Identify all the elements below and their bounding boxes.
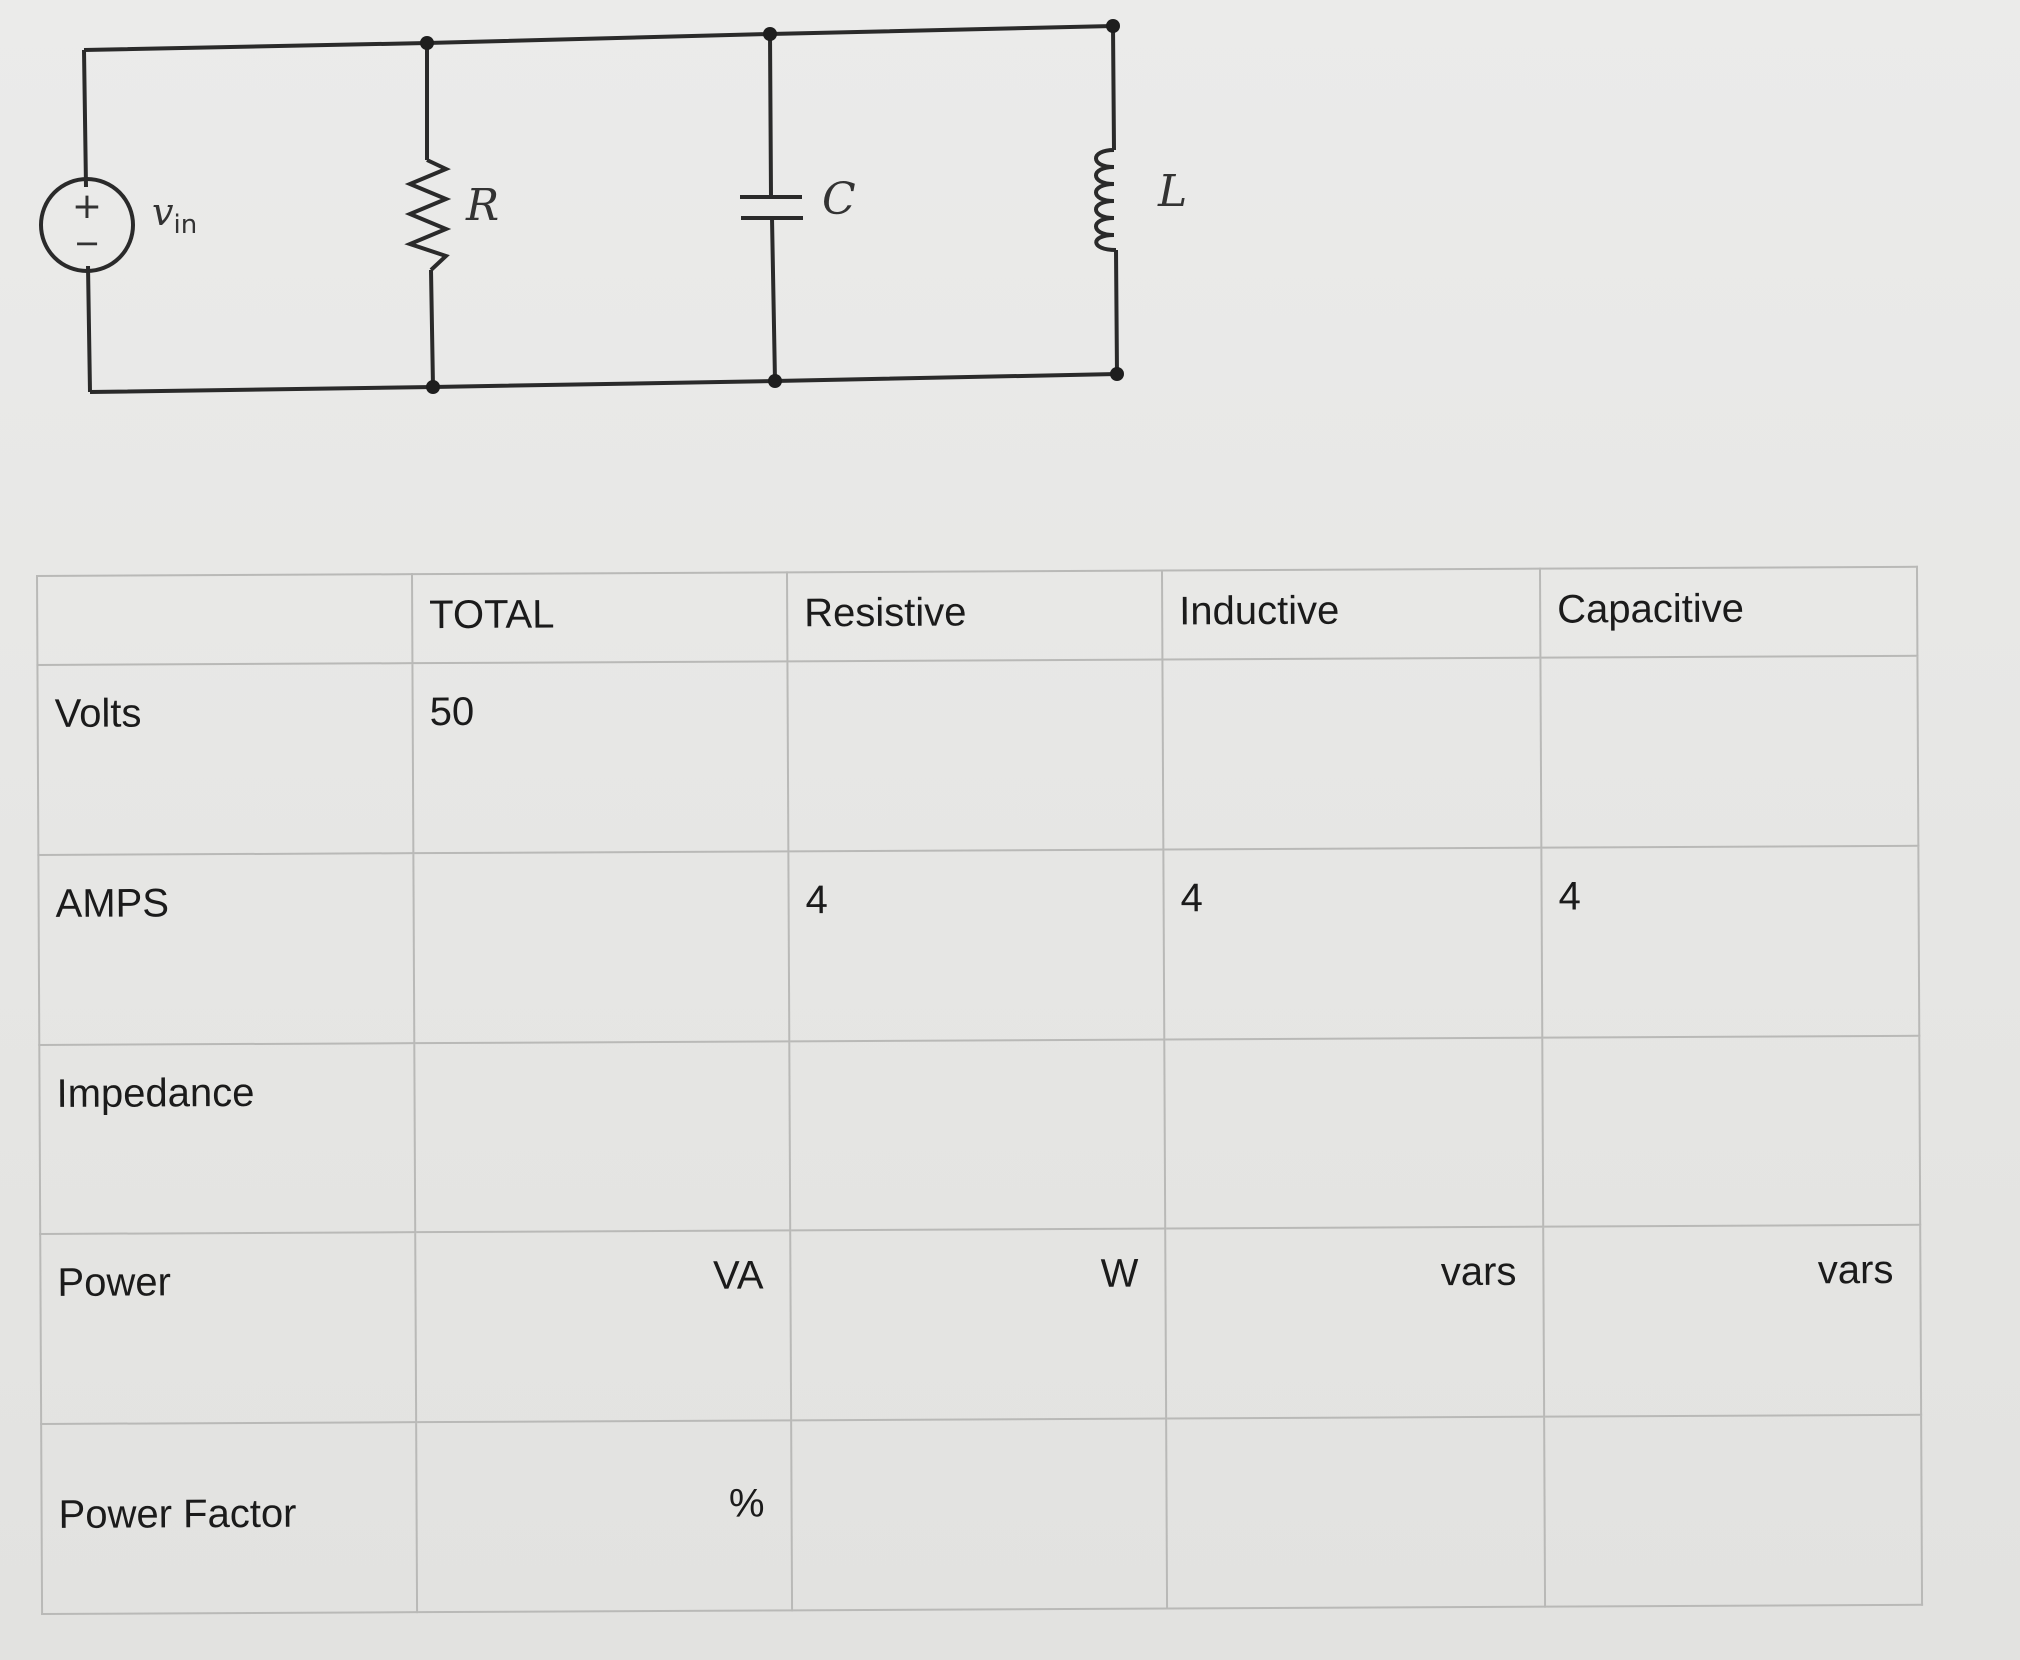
volts-inductive-cell[interactable] bbox=[1162, 658, 1541, 850]
header-resistive: Resistive bbox=[804, 590, 967, 636]
row-label-cell bbox=[40, 1233, 416, 1425]
impedance-inductive-cell[interactable] bbox=[1164, 1037, 1543, 1229]
amps-inductive-value: 4 bbox=[1180, 876, 1203, 921]
header-cell-resistive bbox=[787, 570, 1162, 661]
header-inductive: Inductive bbox=[1179, 588, 1340, 634]
inductor-label: L bbox=[1158, 166, 1188, 217]
row-label-power-factor: Power Factor bbox=[58, 1491, 297, 1538]
amps-capacitive-cell[interactable] bbox=[1541, 846, 1919, 1038]
row-label-cell bbox=[39, 1043, 415, 1235]
source-minus-sign: − bbox=[73, 224, 101, 262]
source-label: $v_{in}$ bbox=[152, 190, 198, 240]
power-factor-inductive-cell[interactable] bbox=[1166, 1417, 1545, 1609]
row-label-cell bbox=[37, 663, 413, 855]
table-row-power bbox=[40, 1225, 1921, 1424]
power-total-unit: VA bbox=[712, 1253, 764, 1299]
node-top-capacitor bbox=[763, 27, 777, 41]
volts-total-cell[interactable] bbox=[412, 662, 788, 854]
source-subscript: in bbox=[173, 210, 198, 240]
impedance-total-cell[interactable] bbox=[414, 1041, 790, 1233]
capacitor-branch-wire bbox=[770, 34, 775, 381]
header-cell-inductive bbox=[1162, 569, 1540, 660]
header-cell-total bbox=[412, 572, 787, 663]
power-resistive-unit: W bbox=[1100, 1252, 1139, 1297]
power-resistive-cell[interactable] bbox=[790, 1229, 1166, 1421]
node-bottom-capacitor bbox=[768, 374, 782, 388]
amps-resistive-value: 4 bbox=[805, 878, 828, 923]
amps-resistive-cell[interactable] bbox=[788, 849, 1164, 1041]
header-capacitive: Capacitive bbox=[1557, 586, 1745, 632]
node-bottom-resistor bbox=[426, 380, 440, 394]
volts-capacitive-cell[interactable] bbox=[1540, 656, 1918, 848]
table-row-amps bbox=[38, 846, 1919, 1045]
circuit-diagram bbox=[0, 0, 1400, 460]
resistor-icon bbox=[410, 160, 446, 270]
power-inductive-cell[interactable] bbox=[1165, 1227, 1544, 1419]
power-capacitive-unit: vars bbox=[1817, 1248, 1894, 1293]
power-factor-total-cell[interactable] bbox=[416, 1420, 792, 1612]
amps-total-cell[interactable] bbox=[413, 851, 789, 1043]
capacitor-label: C bbox=[822, 174, 856, 225]
table-row-volts bbox=[37, 656, 1918, 855]
row-label-power: Power bbox=[57, 1260, 171, 1306]
volts-total-value: 50 bbox=[429, 690, 475, 735]
node-top-inductor bbox=[1106, 19, 1120, 33]
row-label-cell bbox=[38, 853, 414, 1045]
power-factor-total-unit: % bbox=[728, 1481, 765, 1526]
source-plus-sign: + bbox=[71, 186, 103, 227]
capacitor-icon bbox=[740, 197, 803, 218]
resistor-label: R bbox=[466, 180, 500, 231]
table-row-impedance bbox=[39, 1035, 1920, 1234]
header-cell-capacitive bbox=[1540, 567, 1917, 658]
top-wire bbox=[84, 26, 1113, 50]
power-total-cell[interactable] bbox=[415, 1231, 791, 1423]
row-label-cell bbox=[41, 1422, 417, 1614]
power-inductive-unit: vars bbox=[1440, 1250, 1517, 1295]
power-factor-capacitive-cell[interactable] bbox=[1544, 1415, 1922, 1607]
row-label-amps: AMPS bbox=[55, 881, 170, 926]
bottom-wire bbox=[90, 374, 1117, 392]
volts-resistive-cell[interactable] bbox=[787, 660, 1163, 852]
header-total: TOTAL bbox=[429, 592, 555, 638]
table-header-row bbox=[37, 567, 1917, 665]
row-label-volts: Volts bbox=[54, 691, 142, 737]
table-row-power-factor bbox=[41, 1415, 1922, 1614]
impedance-capacitive-cell[interactable] bbox=[1542, 1035, 1920, 1227]
power-capacitive-cell[interactable] bbox=[1543, 1225, 1921, 1417]
circuit-values-table bbox=[36, 566, 1923, 1615]
amps-capacitive-value: 4 bbox=[1558, 874, 1581, 919]
amps-inductive-cell[interactable] bbox=[1163, 848, 1542, 1040]
header-cell-blank bbox=[37, 574, 412, 665]
resistor-branch-wire bbox=[427, 43, 433, 387]
power-factor-resistive-cell[interactable] bbox=[791, 1419, 1167, 1611]
inductor-icon bbox=[1096, 150, 1116, 250]
row-label-impedance: Impedance bbox=[56, 1070, 255, 1116]
impedance-resistive-cell[interactable] bbox=[789, 1039, 1165, 1231]
node-bottom-inductor bbox=[1110, 367, 1124, 381]
node-top-resistor bbox=[420, 36, 434, 50]
